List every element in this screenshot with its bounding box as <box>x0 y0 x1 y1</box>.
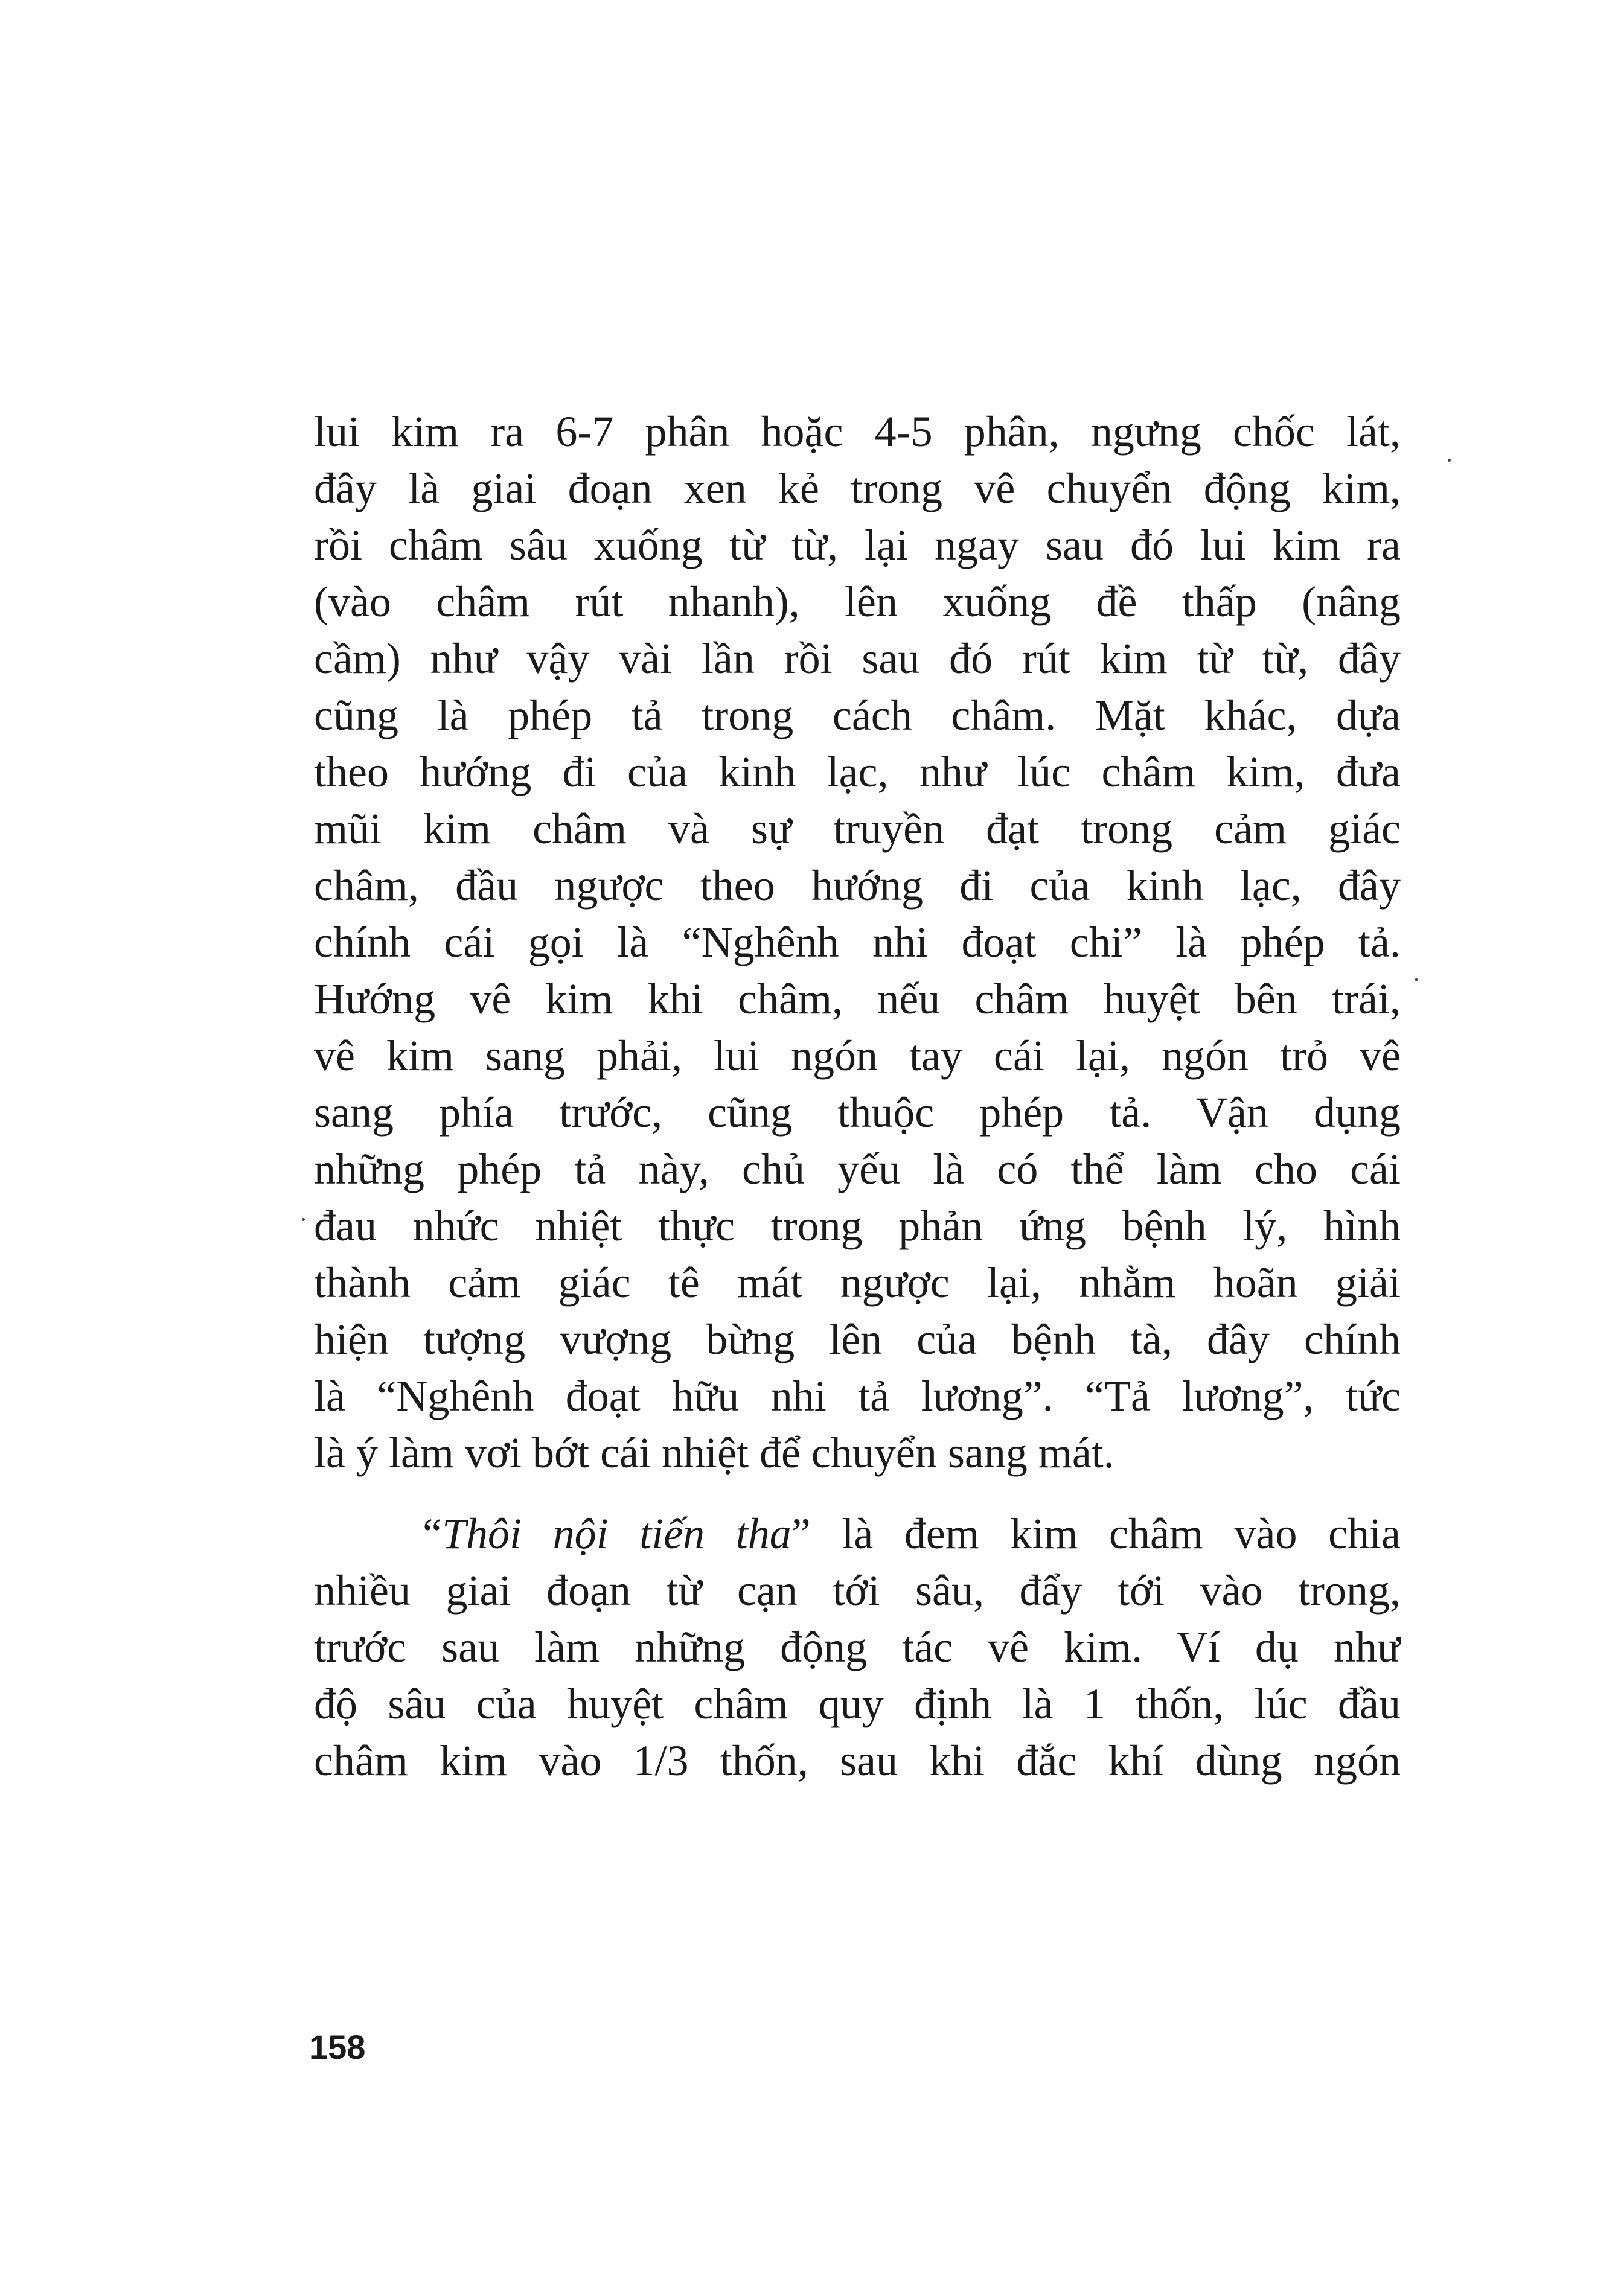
paragraph-1 <box>314 403 1401 1481</box>
text-line: đây là giai đoạn xen kẻ trong vê chuyển động kim, <box>314 464 1401 512</box>
text-line: mũi kim châm và sự truyền đạt trong cảm giác <box>314 805 1401 853</box>
text-line: rồi châm sâu xuống từ từ, lại ngay sau đó lui kim ra <box>314 521 1401 569</box>
text-line: sang phía trước, cũng thuộc phép tả. Vận dụng <box>314 1088 1401 1137</box>
text-line: vê kim sang phải, lui ngón tay cái lại, ngón trỏ vê <box>314 1032 1401 1080</box>
text-line: nhiều giai đoạn từ cạn tới sâu, đẩy tới vào trong, <box>314 1566 1401 1615</box>
text-line: trước sau làm những động tác vê kim. Ví dụ như <box>314 1623 1401 1671</box>
scan-speck <box>1448 459 1451 462</box>
text-line: hiện tượng vượng bừng lên của bệnh tà, đây chính <box>314 1315 1401 1363</box>
text-line: cũng là phép tả trong cách châm. Mặt khác, dựa <box>314 691 1401 739</box>
text-line: Hướng vê kim khi châm, nếu châm huyệt bên trái, <box>314 975 1401 1023</box>
scan-speck <box>1415 978 1418 981</box>
text-line: độ sâu của huyệt châm quy định là 1 thốn, lúc đầu <box>314 1680 1401 1728</box>
scan-speck <box>302 1218 305 1221</box>
text-line: châm, đầu ngược theo hướng đi của kinh lạc, đây <box>314 861 1401 910</box>
open-quote: “ <box>423 1510 442 1558</box>
text-line: cầm) như vậy vài lần rồi sau đó rút kim từ từ, đây <box>314 634 1401 683</box>
line-rest: ” là đem kim châm vào chia <box>791 1510 1401 1558</box>
text-line: đau nhức nhiệt thực trong phản ứng bệnh lý, hình <box>314 1202 1401 1250</box>
text-line: châm kim vào 1/3 thốn, sau khi đắc khí dùng ngón <box>314 1736 1401 1785</box>
paragraph-2 <box>314 1505 1401 1789</box>
text-line: chính cái gọi là “Nghênh nhi đoạt chi” là phép tả. <box>314 918 1401 966</box>
text-line: những phép tả này, chủ yếu là có thể làm cho cái <box>314 1145 1401 1193</box>
text-line: là ý làm vơi bớt cái nhiệt để chuyển sang mát. <box>314 1429 1114 1477</box>
text-line: theo hướng đi của kinh lạc, như lúc châm kim, đưa <box>314 748 1401 796</box>
text-line: lui kim ra 6-7 phân hoặc 4-5 phân, ngưng chốc lát, <box>314 407 1401 456</box>
paragraph-spacing <box>314 1481 1401 1505</box>
text-line: là “Nghênh đoạt hữu nhi tả lương”. “Tả lương”, tức <box>314 1372 1401 1420</box>
page-number: 158 <box>309 2028 366 2066</box>
body-text <box>314 403 1401 1789</box>
text-line: thành cảm giác tê mát ngược lại, nhằm hoãn giải <box>314 1258 1401 1307</box>
text-line: (vào châm rút nhanh), lên xuống đề thấp (nâng <box>314 578 1401 626</box>
text-line <box>314 1505 1401 1562</box>
italic-term: Thôi nội tiến tha <box>441 1510 791 1558</box>
